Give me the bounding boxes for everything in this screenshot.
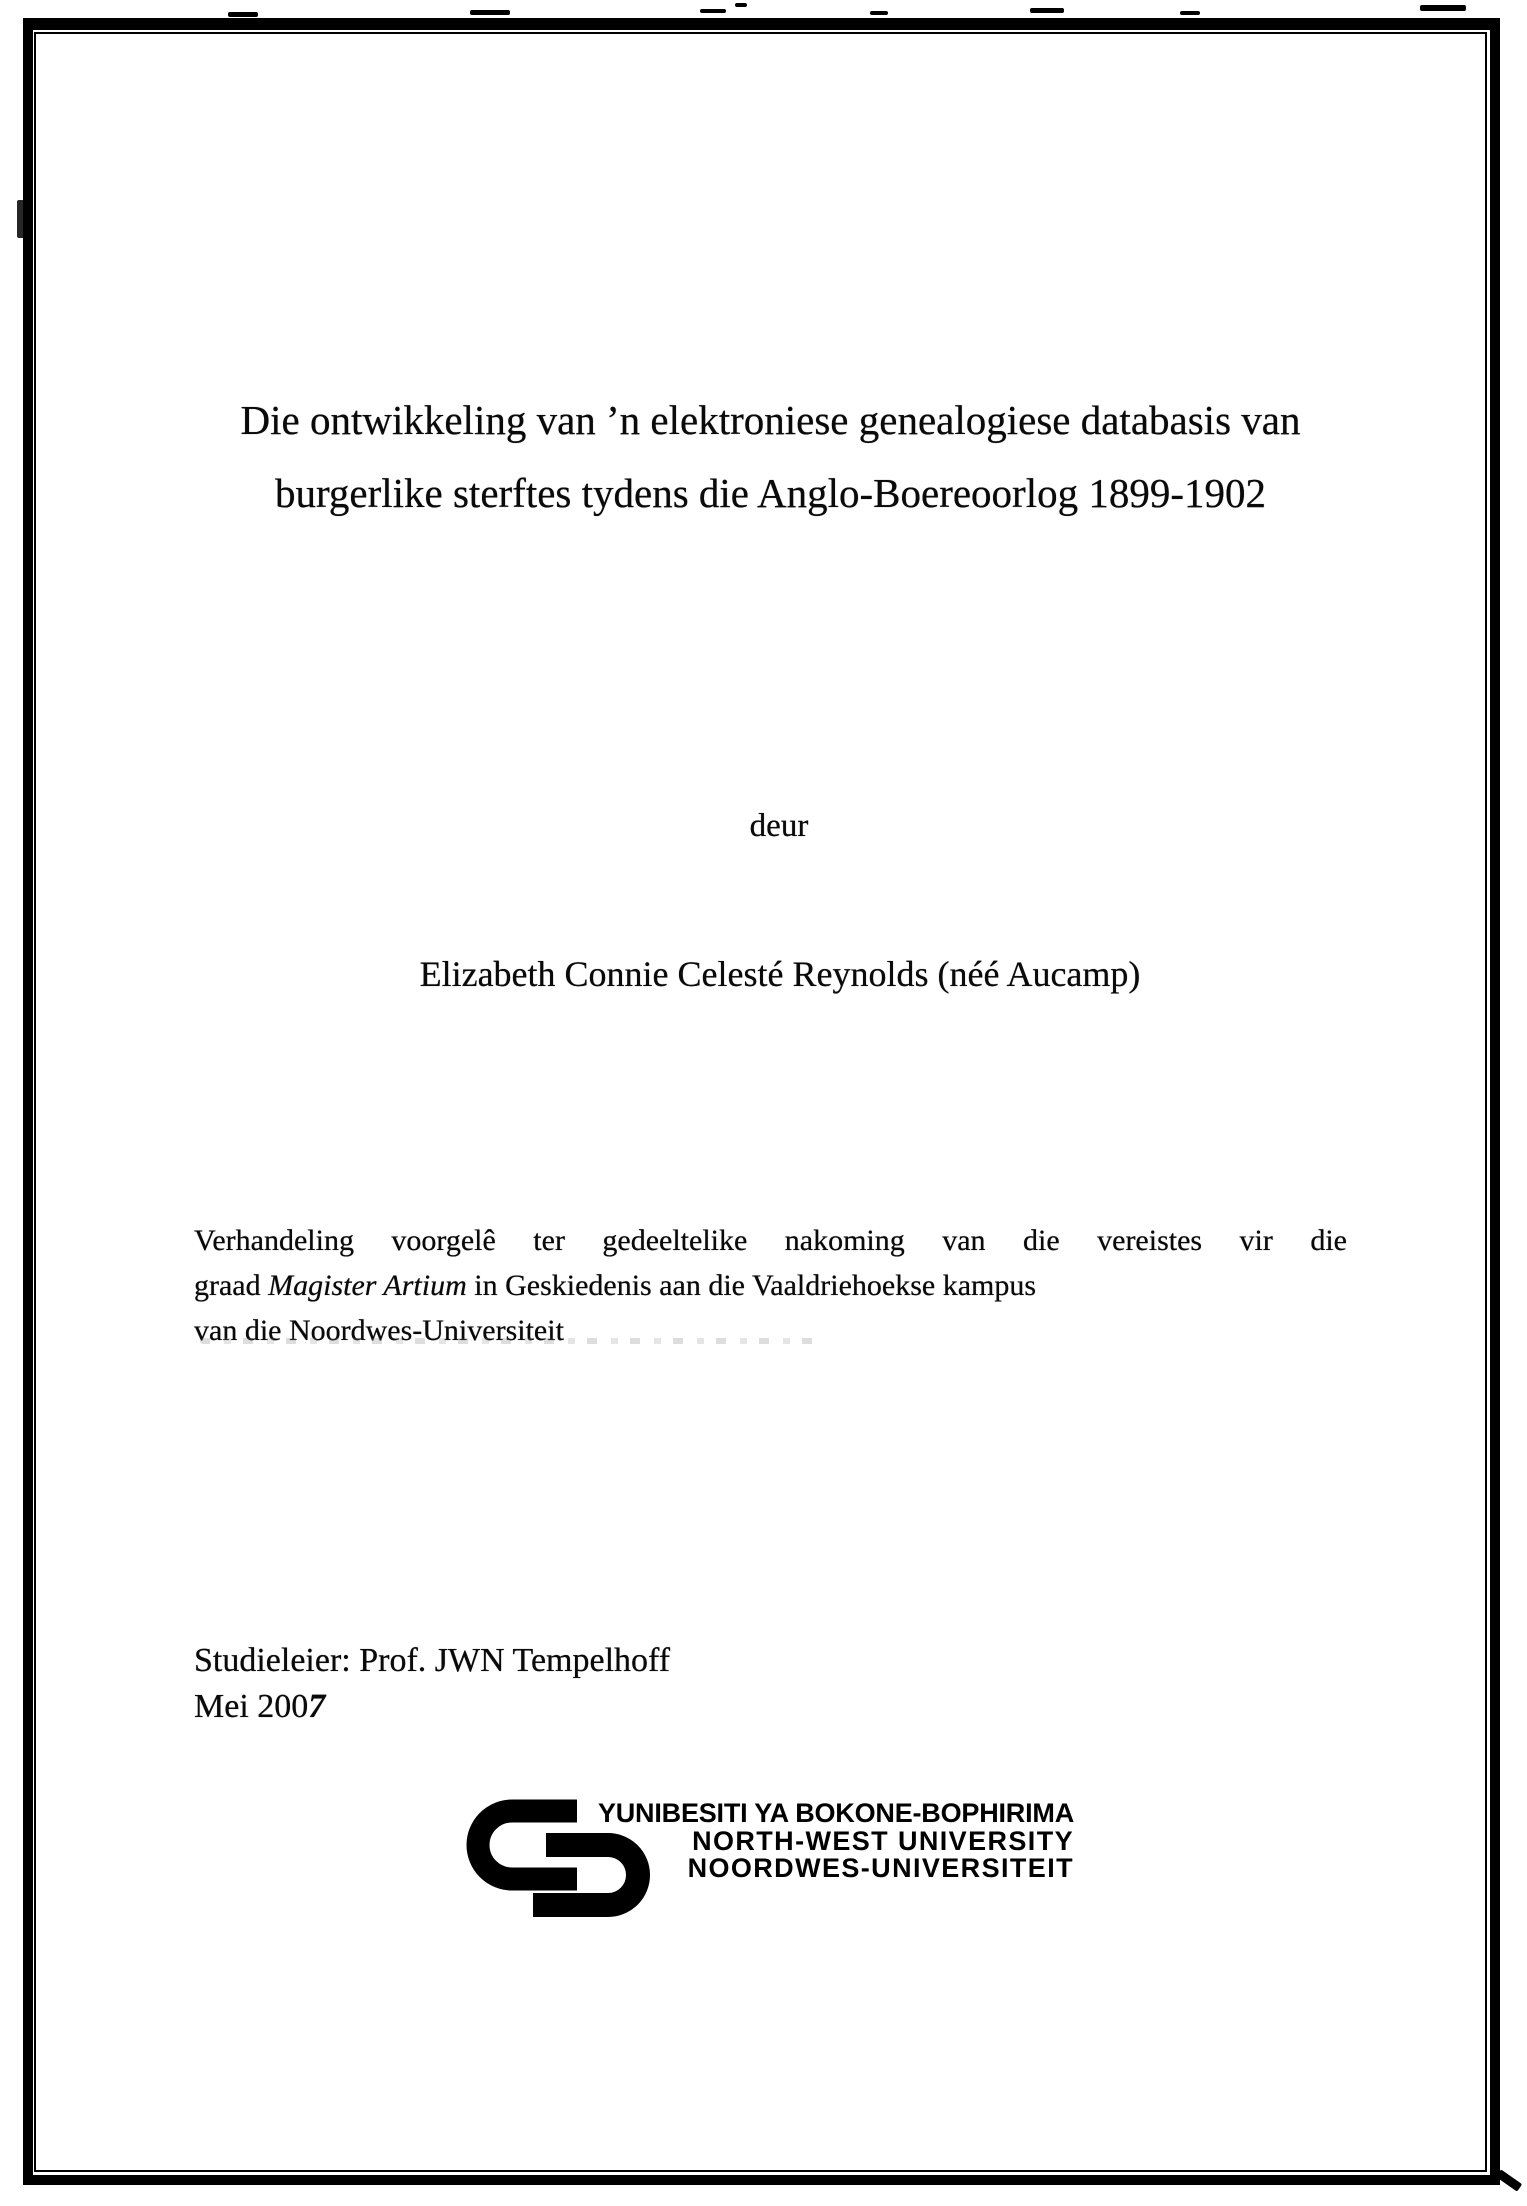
thesis-title: [194, 384, 1347, 530]
university-logo-text: [590, 1800, 1074, 1883]
byline-label: deur: [749, 808, 809, 844]
date-line-prefix: Mei 200: [194, 1688, 309, 1725]
scan-artifact: [470, 10, 510, 15]
supervisor-line: Studieleier: Prof. JWN Tempelhoff: [194, 1642, 671, 1679]
degree-statement: [194, 1218, 1347, 1353]
date-line: [194, 1684, 670, 1730]
scan-artifact: [1420, 5, 1466, 11]
thesis-title-line1: Die ontwikkeling van ’n elektroniese genealogiese databasis van: [240, 397, 1301, 443]
university-name-afrikaans: NOORDWES-UNIVERSITEIT: [687, 1853, 1074, 1883]
date-line-digit: 7: [305, 1688, 329, 1725]
university-name-setswana: YUNIBESITI YA BOKONE-BOPHIRIMA: [597, 1798, 1074, 1828]
degree-statement-line2-post: in Geskiedenis aan die Vaaldriehoekse kampus: [466, 1269, 1037, 1302]
degree-statement-line2-pre: graad: [194, 1269, 269, 1302]
scan-artifact: [700, 9, 726, 13]
scan-artifact: [870, 11, 888, 15]
scan-ghost-line: [200, 1338, 820, 1344]
scan-artifact: [1180, 11, 1200, 15]
university-name-english: NORTH-WEST UNIVERSITY: [692, 1825, 1074, 1856]
scan-artifact: [228, 12, 258, 17]
degree-statement-line2: [194, 1263, 1347, 1308]
degree-statement-line1: Verhandeling voorgelê ter gedeeltelike nakoming van die vereistes vir die: [194, 1224, 1347, 1257]
thesis-title-line2: burgerlike sterftes tydens die Anglo-Boereoorlog 1899-1902: [274, 470, 1266, 516]
scan-artifact: [1030, 8, 1064, 13]
supervisor-block: [194, 1638, 670, 1730]
degree-statement-line3: van die Noordwes-Universiteit: [194, 1314, 564, 1347]
scan-artifact: [735, 3, 747, 7]
author-name: Elizabeth Connie Celesté Reynolds (néé Aucamp): [419, 954, 1141, 994]
degree-name-italic: Magister Artium: [268, 1269, 467, 1302]
